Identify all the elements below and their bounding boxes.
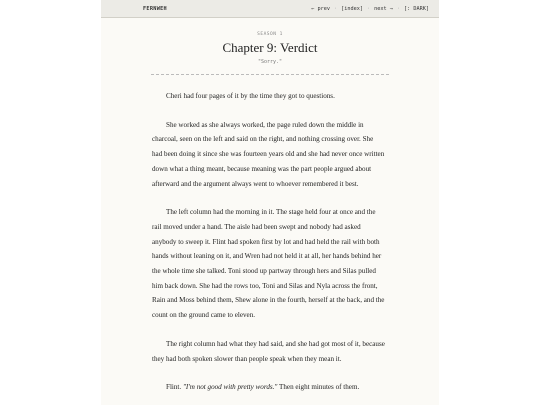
paragraph-tail: Then eight minutes of them. xyxy=(277,383,360,392)
paragraph xyxy=(152,380,385,395)
nav-separator: · xyxy=(334,5,338,12)
chapter-title: Chapter 9: Verdict xyxy=(222,40,318,55)
header-divider xyxy=(151,74,389,75)
site-brand[interactable]: FERNWEH xyxy=(143,5,167,12)
paragraph-lead: Flint. xyxy=(166,383,183,392)
paragraph: The right column had what they had said, and she had got most of it, because they had both spoken slower than people speak when they mean it. xyxy=(152,339,385,363)
prev-link[interactable]: ← prev xyxy=(311,5,330,12)
reader-page xyxy=(101,0,439,405)
index-link[interactable]: [index] xyxy=(341,5,363,12)
paragraph: She worked as she always worked, the page ruled down the middle in charcoal, seen on the left and said on the right, and nothing crossing over. She had been doing it since she was fourteen years old and she had never once written down what a thing meant, because meaning was the part people argued about afterward and the argument always went to whoever remembered it best. xyxy=(152,120,385,188)
next-link[interactable]: next → xyxy=(374,5,393,12)
paragraph: The left column had the morning in it. The stage held four at once and the rail moved under a hand. The aisle had been swept and nobody had asked anybody to sweep it. Flint had spoken first by lot and had held the rail with both hands without leaning on it, and Wren had not held it at all, her hands behind her the whole time she talked. Toni stood up partway through hers and Silas pulled him back down. She had the rows too, Toni and Silas and Nyla across the front, Rain and Moss behind them, Shew alone in the fourth, herself at the back, and the count on the ground came to eleven. xyxy=(152,208,385,320)
nav-separator: · xyxy=(367,5,371,12)
paragraph: Cheri had four pages of it by the time they got to questions. xyxy=(166,92,335,100)
chapter-nav xyxy=(311,6,429,12)
top-nav-bar xyxy=(101,0,439,18)
season-label: SEASON 1 xyxy=(257,32,283,37)
chapter-body xyxy=(101,89,439,395)
chapter-epigraph: "Sorry." xyxy=(257,59,283,65)
nav-separator: · xyxy=(396,5,400,12)
theme-toggle[interactable]: [: DARK] xyxy=(404,5,429,12)
quoted-speech: "I'm not good with pretty words." xyxy=(182,383,278,392)
chapter-header xyxy=(101,32,439,65)
